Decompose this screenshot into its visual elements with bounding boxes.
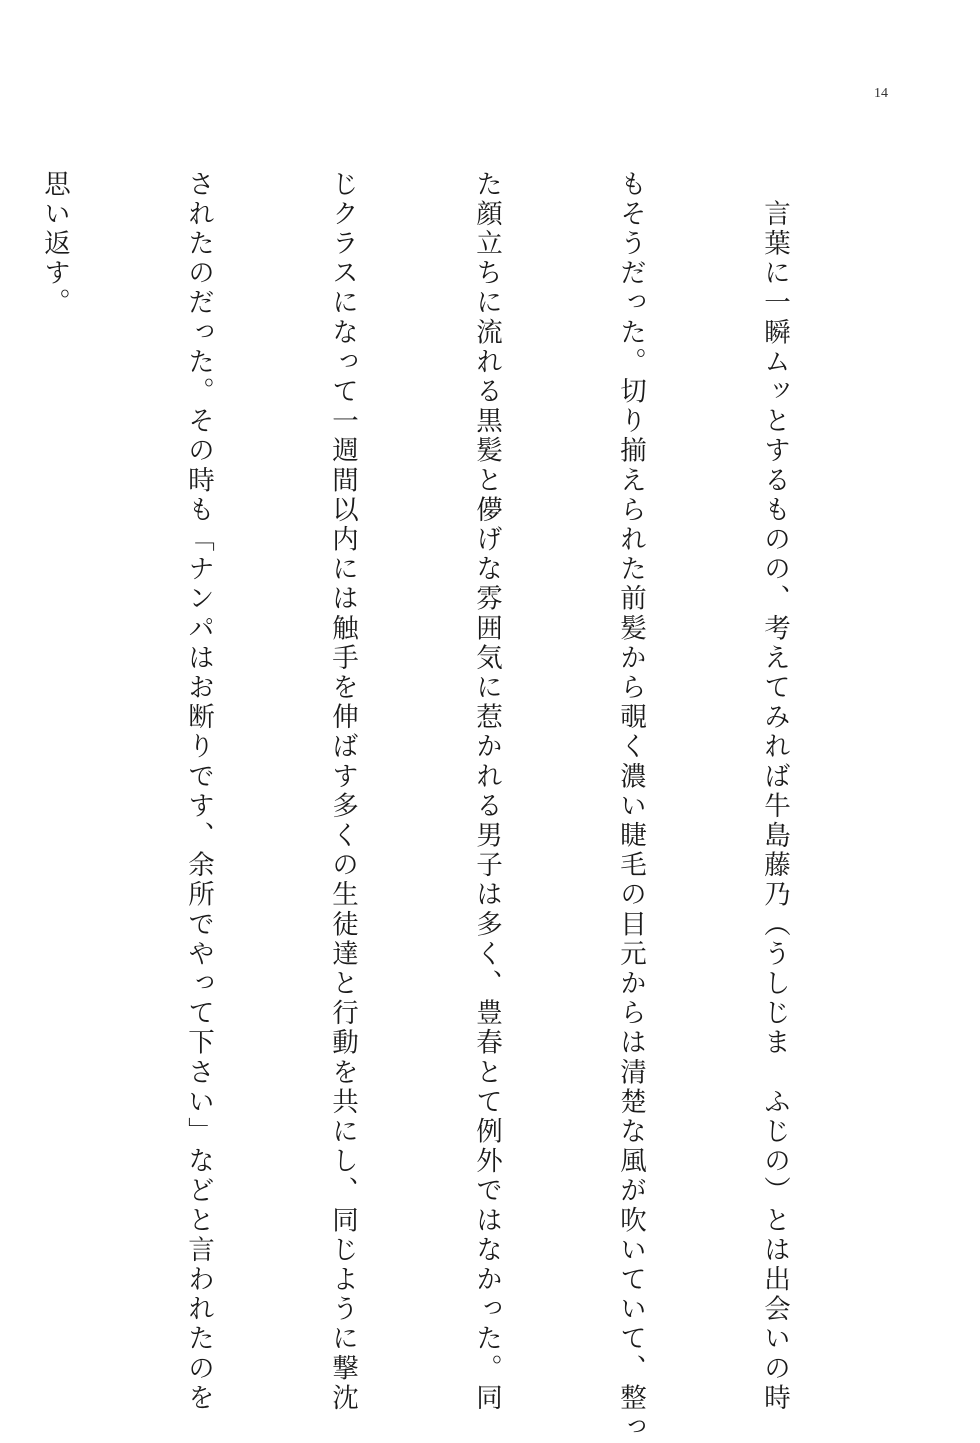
- text-line: 言葉に一瞬ムッとするものの、考えてみれば牛島藤乃（うしじま ふじの）とは出会いの時: [759, 170, 790, 1414]
- text-line: 思い返す。: [39, 170, 70, 318]
- page-number: 14: [874, 86, 888, 101]
- body-text: [0, 170, 894, 1443]
- text-line: た顔立ちに流れる黒髪と儚げな雰囲気に惹かれる男子は多く、豊春とて例外ではなかった。同: [471, 170, 502, 1414]
- text-line: もそうだった。切り揃えられた前髪から覗く濃い睫毛の目元からは清楚な風が吹いていて、整っ: [615, 170, 646, 1443]
- text-line: されたのだった。その時も「ナンパはお断りです、余所でやって下さい」などと言われたのを: [183, 170, 214, 1414]
- text-line: じクラスになって一週間以内には触手を伸ばす多くの生徒達と行動を共にし、同じように撃沈: [327, 170, 358, 1414]
